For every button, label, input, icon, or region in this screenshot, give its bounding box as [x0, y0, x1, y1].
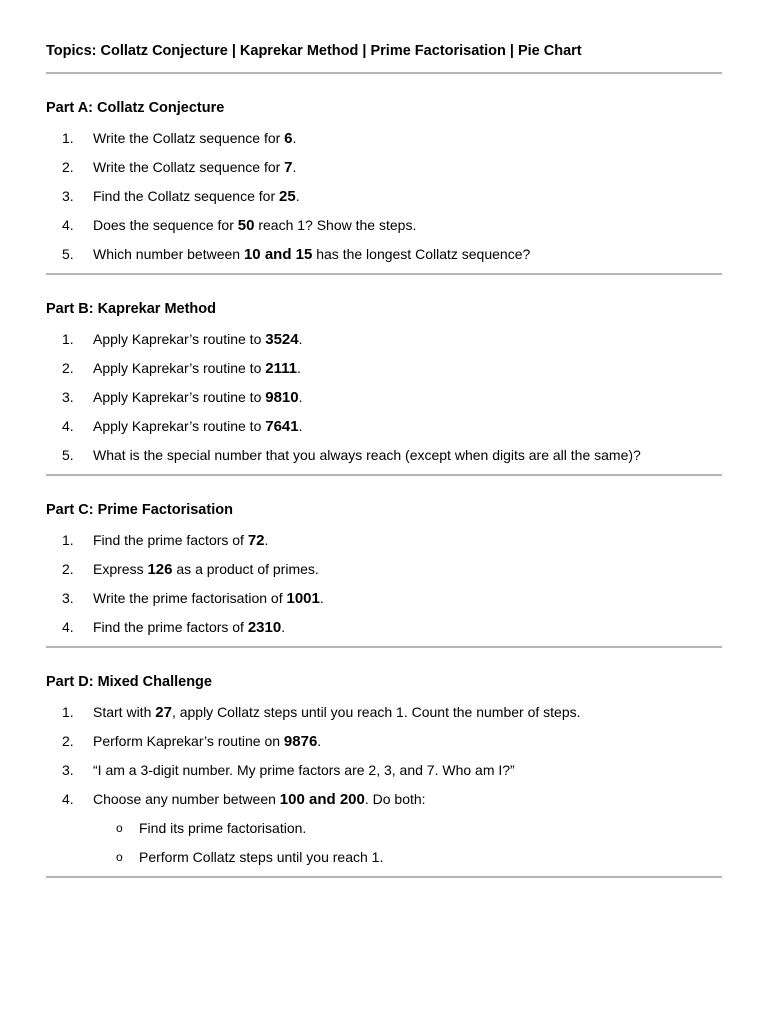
item-number: 3.	[62, 188, 74, 204]
item-text: Find the prime factors of 2310.	[93, 619, 286, 636]
item-number: 1.	[62, 532, 74, 548]
item-number: 1.	[62, 331, 74, 347]
item-text: Express 126 as a product of primes.	[93, 561, 319, 578]
item-number: 3.	[62, 590, 74, 606]
item-number: 5.	[62, 246, 74, 262]
divider	[46, 876, 722, 878]
item-text: Start with 27, apply Collatz steps until you reach 1. Count the number of steps.	[93, 704, 581, 721]
part-c-heading: Part C: Prime Factorisation	[46, 502, 233, 518]
part-a-heading: Part A: Collatz Conjecture	[46, 100, 225, 116]
item-text: Does the sequence for 50 reach 1? Show the steps.	[93, 217, 417, 234]
item-number: 2.	[62, 159, 74, 175]
item-number: 1.	[62, 130, 74, 146]
bullet-icon: o	[116, 850, 123, 864]
item-text: Perform Kaprekar’s routine on 9876.	[93, 733, 322, 750]
divider	[46, 474, 722, 476]
item-number: 2.	[62, 561, 74, 577]
item-number: 4.	[62, 418, 74, 434]
item-text: Find the Collatz sequence for 25.	[93, 188, 300, 205]
item-text: Apply Kaprekar’s routine to 3524.	[93, 331, 303, 348]
item-number: 3.	[62, 389, 74, 405]
item-number: 1.	[62, 704, 74, 720]
item-text: Apply Kaprekar’s routine to 7641.	[93, 418, 303, 435]
item-text: Write the Collatz sequence for 7.	[93, 159, 297, 176]
item-text: Choose any number between 100 and 200. Do both:	[93, 791, 426, 808]
item-text: Which number between 10 and 15 has the longest Collatz sequence?	[93, 246, 531, 263]
item-text: Find the prime factors of 72.	[93, 532, 269, 549]
item-number: 4.	[62, 791, 74, 807]
item-text: Write the prime factorisation of 1001.	[93, 590, 324, 607]
item-text: What is the special number that you always reach (except when digits are all the same)?	[93, 447, 641, 463]
part-d-heading: Part D: Mixed Challenge	[46, 674, 212, 690]
item-number: 2.	[62, 733, 74, 749]
sub-item-text: Perform Collatz steps until you reach 1.	[139, 849, 384, 865]
item-number: 3.	[62, 762, 74, 778]
item-text: Write the Collatz sequence for 6.	[93, 130, 297, 147]
item-number: 5.	[62, 447, 74, 463]
bullet-icon: o	[116, 821, 123, 835]
item-number: 2.	[62, 360, 74, 376]
worksheet-title: Topics: Collatz Conjecture | Kaprekar Method | Prime Factorisation | Pie Chart	[46, 43, 582, 59]
item-number: 4.	[62, 217, 74, 233]
part-b-heading: Part B: Kaprekar Method	[46, 301, 217, 317]
item-text: Apply Kaprekar’s routine to 2111.	[93, 360, 301, 377]
item-text: “I am a 3-digit number. My prime factors are 2, 3, and 7. Who am I?”	[93, 762, 515, 778]
divider	[46, 273, 722, 275]
item-text: Apply Kaprekar’s routine to 9810.	[93, 389, 303, 406]
item-number: 4.	[62, 619, 74, 635]
divider	[46, 646, 722, 648]
sub-item-text: Find its prime factorisation.	[139, 820, 307, 836]
divider	[46, 72, 722, 74]
